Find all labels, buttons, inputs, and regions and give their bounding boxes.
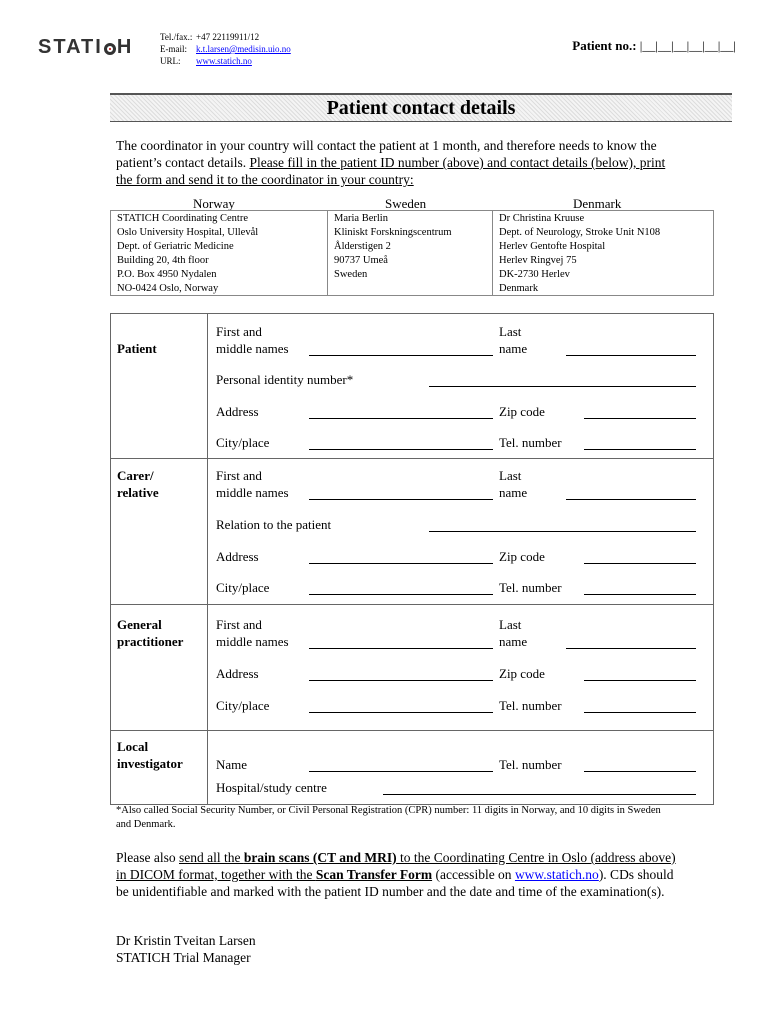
gp-section	[111, 604, 713, 731]
carer-first-names-input[interactable]	[309, 499, 493, 500]
url-link[interactable]: www.statich.no	[196, 56, 252, 66]
country-sweden-heading: Sweden	[385, 196, 427, 211]
hospital-label: Hospital/study centre	[216, 780, 327, 795]
patient-zip-code-input[interactable]	[584, 418, 696, 419]
carer-last-name-input[interactable]	[566, 499, 696, 500]
gp-section-label: General practitioner	[117, 617, 184, 649]
carer-address-input[interactable]	[309, 563, 493, 564]
address-line: Denmark	[499, 283, 539, 294]
last-name-label: Last name	[499, 617, 528, 649]
address-line: Dept. of Neurology, Stroke Unit N108	[499, 227, 661, 238]
name-label: Name	[216, 757, 248, 772]
investigator-hospital-input[interactable]	[383, 794, 696, 795]
city-label: City/place	[216, 580, 270, 595]
email-label: E-mail:	[160, 44, 187, 54]
address-line: Building 20, 4th floor	[117, 255, 209, 266]
brain-scans-emphasis: brain scans (CT and MRI)	[243, 850, 397, 865]
address-line: Herlev Ringvej 75	[499, 255, 577, 266]
gp-zip-code-input[interactable]	[584, 680, 696, 681]
first-names-label: First and middle names	[216, 468, 289, 500]
relation-label: Relation to the patient	[216, 517, 332, 532]
patient-last-name-input[interactable]	[566, 355, 696, 356]
gp-first-names-input[interactable]	[309, 648, 493, 649]
intro-underlined: Please fill in the patient ID number (above) and contact details (below), print the form and send it to the coordinator in your country:	[116, 155, 666, 187]
carer-section	[111, 458, 713, 605]
carer-section-label: Carer/ relative	[117, 468, 159, 500]
patient-id-number-input[interactable]	[429, 386, 696, 387]
contact-form-table	[110, 313, 714, 805]
patient-number-field[interactable]	[572, 38, 736, 54]
scans-instructions	[116, 849, 686, 900]
investigator-section	[111, 730, 713, 804]
page-title: Patient contact details	[326, 97, 516, 119]
address-line: Dr Christina Kruuse	[499, 213, 585, 224]
address-line: Kliniskt Forskningscentrum	[334, 227, 452, 238]
logo-text-right: H	[116, 36, 134, 58]
last-name-label: Last name	[499, 468, 528, 500]
scan-transfer-form-emphasis: Scan Transfer Form	[315, 867, 433, 882]
gp-address-input[interactable]	[309, 680, 493, 681]
tel-value: +47 22119911/12	[196, 32, 260, 42]
denmark-address	[493, 211, 713, 295]
gp-tel-input[interactable]	[584, 712, 696, 713]
scans-text: (accessible on	[432, 867, 515, 882]
intro-plain: The coordinator in your country will contact the patient at 1 month, and therefore needs to know the patient’s contact details.	[116, 138, 657, 170]
address-line: Ålderstigen 2	[334, 241, 391, 252]
address-line: Dept. of Geriatric Medicine	[117, 241, 234, 252]
carer-relation-input[interactable]	[429, 531, 696, 532]
norway-address	[111, 211, 328, 295]
address-line: STATICH Coordinating Centre	[117, 213, 248, 224]
scans-text: to the Coordinating Centre in Oslo (address above) in DICOM format, together with the	[116, 850, 676, 882]
first-names-label: First and middle names	[216, 617, 289, 649]
patient-address-input[interactable]	[309, 418, 493, 419]
address-label: Address	[216, 404, 259, 419]
coordinator-address-table	[110, 210, 714, 296]
patient-number-boxes[interactable]: |__|__|__|__|__|__|	[639, 38, 736, 53]
sweden-address	[328, 211, 493, 295]
carer-city-input[interactable]	[309, 594, 493, 595]
zip-code-label: Zip code	[499, 666, 545, 681]
first-names-label: First and middle names	[216, 324, 289, 356]
address-line: Oslo University Hospital, Ullevål	[117, 227, 259, 238]
footnote: *Also called Social Security Number, or Civil Personal Registration (CPR) number: 11 digits in Norway, and 10 digits in Sweden and Denmark.	[116, 805, 661, 830]
investigator-tel-input[interactable]	[584, 771, 696, 772]
carer-tel-input[interactable]	[584, 594, 696, 595]
tel-number-label: Tel. number	[499, 698, 562, 713]
city-label: City/place	[216, 435, 270, 450]
address-line: NO-0424 Oslo, Norway	[117, 283, 219, 294]
logo-circle-icon	[104, 43, 116, 55]
statich-website-link[interactable]: www.statich.no	[514, 867, 599, 882]
address-label: Address	[216, 549, 259, 564]
address-line: P.O. Box 4950 Nydalen	[117, 269, 217, 280]
url-label: URL:	[160, 56, 181, 66]
gp-city-input[interactable]	[309, 712, 493, 713]
address-label: Address	[216, 666, 259, 681]
patient-number-label: Patient no.:	[572, 38, 637, 53]
intro-text	[116, 137, 676, 188]
patient-first-names-input[interactable]	[309, 355, 493, 356]
signature-block	[116, 932, 256, 966]
tel-number-label: Tel. number	[499, 580, 562, 595]
patient-section	[111, 314, 713, 459]
address-line: Herlev Gentofte Hospital	[499, 241, 606, 252]
header-contact-info	[160, 31, 291, 67]
patient-city-input[interactable]	[309, 449, 493, 450]
scans-text: Please also	[116, 850, 179, 865]
tel-label: Tel./fax.:	[160, 32, 193, 42]
logo-text-left: STATI	[38, 36, 103, 58]
email-link[interactable]: k.t.larsen@medisin.uio.no	[196, 44, 291, 54]
zip-code-label: Zip code	[499, 549, 545, 564]
address-line: Sweden	[334, 269, 368, 280]
carer-zip-code-input[interactable]	[584, 563, 696, 564]
address-line: Maria Berlin	[334, 213, 388, 224]
scans-text: send all the	[179, 850, 244, 865]
statich-logo	[38, 36, 133, 59]
patient-tel-input[interactable]	[584, 449, 696, 450]
signature-role: STATICH Trial Manager	[116, 950, 251, 965]
gp-last-name-input[interactable]	[566, 648, 696, 649]
city-label: City/place	[216, 698, 270, 713]
id-number-label: Personal identity number*	[216, 372, 354, 387]
title-bar	[110, 93, 732, 122]
address-line: DK-2730 Herlev	[499, 269, 570, 280]
tel-number-label: Tel. number	[499, 435, 562, 450]
patient-section-label: Patient	[117, 341, 157, 356]
signature-name: Dr Kristin Tveitan Larsen	[116, 933, 256, 948]
country-norway-heading: Norway	[193, 196, 235, 211]
address-line: 90737 Umeå	[334, 255, 388, 266]
scans-text: ). CDs should be unidentifiable and marked with the patient ID number and the date and time of the examination(s).	[116, 867, 674, 899]
investigator-section-label: Local investigator	[117, 739, 183, 771]
country-denmark-heading: Denmark	[573, 196, 622, 211]
investigator-name-input[interactable]	[309, 771, 493, 772]
last-name-label: Last name	[499, 324, 528, 356]
tel-number-label: Tel. number	[499, 757, 562, 772]
zip-code-label: Zip code	[499, 404, 545, 419]
